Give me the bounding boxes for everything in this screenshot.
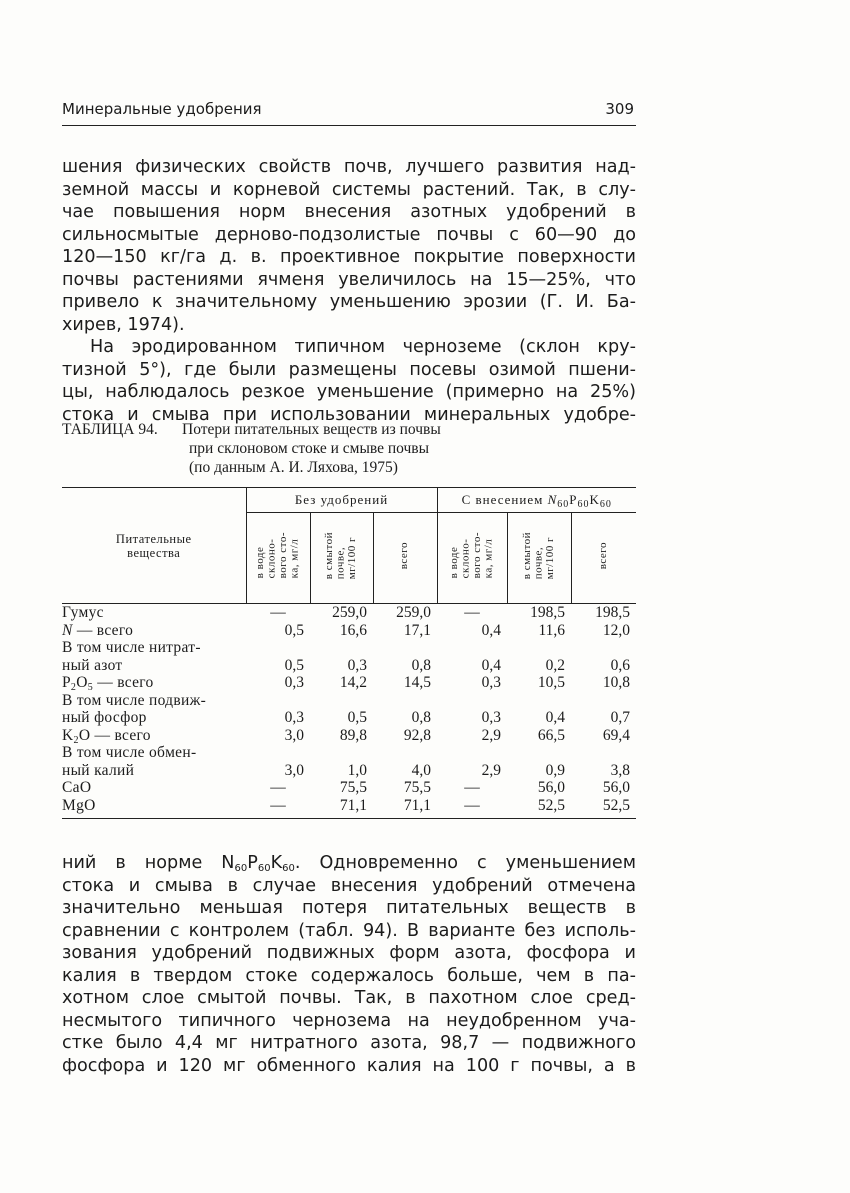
table-cell: 0,4 — [481, 621, 501, 639]
text-line: значительно меньшая потеря питательных веществ в — [62, 898, 636, 918]
table-cell: 56,0 — [537, 779, 565, 796]
row-label: ный фосфор — [62, 709, 147, 726]
row-label: В том числе подвиж- — [62, 691, 207, 709]
text-line: чае повышения норм внесения азотных удобрений в — [62, 202, 636, 222]
table-cell: 71,1 — [339, 796, 367, 814]
row-label: ный азот — [62, 656, 123, 674]
table-cell: 14,5 — [403, 674, 431, 691]
subheader-soil: в смытой почве, мг/100 г — [310, 513, 373, 604]
row-label: $P_2O_5$ — всего — [62, 674, 154, 693]
group-header-npk — [437, 488, 636, 513]
header-rule — [62, 125, 636, 126]
text-line — [62, 852, 636, 875]
table-label: ТАБЛИЦА 94. — [62, 421, 158, 438]
table-cell — [507, 692, 571, 710]
table-cell: 2,9 — [481, 726, 501, 744]
table-cell — [310, 744, 373, 762]
table-cell: 0,5 — [284, 656, 304, 674]
text-line: сравнении с контролем (табл. 94). В варианте без исполь- — [62, 920, 636, 941]
text-line: хирев, 1974). — [62, 314, 185, 335]
npk-inline: ний в норме $N_{60}P_{60}K_{60}$. Одновременно с уменьшением — [62, 853, 636, 874]
table-cell — [246, 692, 310, 710]
row-label: В том числе нитрат- — [62, 639, 201, 656]
table-cell: — — [270, 779, 286, 796]
table-caption — [62, 420, 636, 477]
running-header — [62, 98, 636, 122]
row-label: В том числе обмен- — [62, 744, 197, 761]
table-cell — [246, 639, 310, 657]
table-cell: 3,0 — [284, 761, 304, 779]
row-label: CaO — [62, 779, 92, 796]
nutrient-loss-table — [62, 487, 636, 819]
table-cell: 0,4 — [545, 709, 565, 726]
group-header-no-fertilizer: Без удобрений — [246, 488, 437, 513]
caption-line: (по данным А. И. Ляхова, 1975) — [189, 459, 398, 476]
table-row — [62, 604, 636, 622]
row-label: ный калий — [62, 761, 135, 779]
page-number: 309 — [605, 100, 634, 118]
text-line: цы, наблюдалось резкое уменьшение (примерно на 25%) — [62, 382, 636, 402]
caption-line: Потери питательных веществ из почвы — [182, 421, 441, 438]
table-cell: 71,1 — [403, 796, 431, 814]
table-row — [62, 727, 636, 745]
subheader-total: всего — [373, 513, 437, 604]
table-row — [62, 709, 636, 727]
text-line: шения физических свойств почв, лучшего развития над- — [62, 157, 636, 177]
npk-label: С внесением $N_{60}P_{60}K_{60}$ — [461, 492, 612, 510]
text-line: сильносмытые дерново-подзолистые почвы с 60—90 до — [62, 224, 636, 245]
table-cell: 10,8 — [602, 674, 630, 691]
text-line: земной массы и корневой системы растений. Так, в слу- — [62, 179, 636, 200]
table-cell: 2,9 — [481, 761, 501, 779]
table-cell: 0,9 — [545, 761, 565, 779]
table-cell: 3,0 — [284, 726, 304, 744]
table-cell — [571, 639, 636, 657]
table-cell — [310, 692, 373, 710]
table-cell — [310, 639, 373, 657]
table-cell — [437, 692, 507, 710]
table-cell: 0,6 — [610, 656, 630, 674]
table-cell: 4,0 — [411, 761, 431, 779]
text-line: калия в твердом стоке содержалось больше, чем в па- — [62, 965, 636, 986]
table-cell — [507, 639, 571, 657]
text-line: стока и смыва при использовании минеральных удобре- — [62, 404, 636, 425]
text-line: стока и смыва в случае внесения удобрений отмечена — [62, 875, 636, 896]
subheader-total: всего — [571, 513, 636, 604]
table-row — [62, 657, 636, 675]
row-label: MgO — [62, 796, 96, 814]
caption-line: при склоновом стоке и смыве почвы — [189, 440, 430, 457]
table-cell: 3,8 — [610, 761, 630, 779]
table-cell: 66,5 — [537, 726, 565, 744]
table-cell — [571, 744, 636, 762]
paragraph-continued — [62, 156, 636, 426]
table-cell: 259,0 — [396, 604, 431, 621]
subheader-water: в воде склоно- вого сто- ка, мг/л — [437, 513, 507, 604]
text-line: стке было 4,4 мг нитратного азота, 98,7 — подвижного — [62, 1033, 636, 1053]
table-cell: 89,8 — [339, 726, 367, 744]
table-cell: 198,5 — [530, 604, 565, 621]
subheader-water: в воде склоно- вого сто- ка, мг/л — [246, 513, 310, 604]
table-row — [62, 692, 636, 710]
subheader-soil: в смытой почве, мг/100 г — [507, 513, 571, 604]
table-cell: 0,8 — [411, 656, 431, 674]
table-cell — [246, 744, 310, 762]
table-cell: 75,5 — [339, 779, 367, 796]
table-cell — [571, 692, 636, 710]
table-cell: 259,0 — [332, 604, 367, 621]
table-cell: 52,5 — [602, 796, 630, 814]
table-cell: 0,4 — [481, 656, 501, 674]
table-cell: 1,0 — [347, 761, 367, 779]
table-cell: — — [270, 796, 286, 814]
text-line: На эродированном типичном черноземе (склон кру- — [90, 337, 636, 357]
paragraph-after-table — [62, 852, 636, 1077]
text-line: почвы растениями ячменя увеличилось на 15—25%, что — [62, 269, 636, 290]
row-label: $K_2O$ — всего — [62, 726, 151, 746]
table-cell: — — [270, 604, 286, 621]
running-title: Минеральные удобрения — [62, 100, 262, 118]
table-row — [62, 639, 636, 657]
table-cell: 0,5 — [347, 709, 367, 726]
table-cell: — — [464, 604, 480, 621]
table-cell: 0,2 — [545, 656, 565, 674]
table-cell: 56,0 — [602, 779, 630, 796]
text-line: фосфора и 120 мг обменного калия на 100 г почвы, а в — [62, 1055, 636, 1076]
text-line: несмытого типичного чернозема на неудобренном уча- — [62, 1010, 636, 1031]
table-cell: 16,6 — [339, 621, 367, 639]
table-cell — [507, 744, 571, 762]
table-cell: 11,6 — [538, 621, 565, 639]
table-cell: 0,3 — [347, 656, 367, 674]
table-cell: 0,5 — [284, 621, 304, 639]
row-label: Гумус — [62, 604, 104, 621]
table-cell: 10,5 — [537, 674, 565, 691]
text-line: привело к значительному уменьшению эрозии (Г. И. Ба- — [62, 292, 636, 312]
table-cell: — — [464, 796, 480, 814]
table-cell — [373, 639, 437, 657]
text-line: тизной 5°), где были размещены посевы озимой пшени- — [62, 359, 636, 380]
text-line: хотном слое смытой почвы. Так, в пахотном слое сред- — [62, 988, 636, 1008]
table-cell: 14,2 — [339, 674, 367, 691]
table-body — [62, 604, 636, 819]
table-cell — [437, 639, 507, 657]
table-row — [62, 674, 636, 692]
table-row — [62, 622, 636, 640]
table-cell — [437, 744, 507, 762]
row-label: N — всего — [62, 621, 134, 639]
table-cell: 75,5 — [403, 779, 431, 796]
table-cell: — — [464, 779, 480, 796]
table-row — [62, 744, 636, 762]
column-header-nutrients: Питательные вещества — [62, 488, 246, 604]
table-cell: 0,8 — [411, 709, 431, 726]
table-cell: 198,5 — [595, 604, 630, 621]
table-cell: 0,3 — [481, 674, 501, 691]
text-line: зования удобрений подвижных форм азота, фосфора и — [62, 943, 636, 963]
text-line: 120—150 кг/га д. в. проективное покрытие поверхности — [62, 247, 636, 267]
table-cell: 69,4 — [602, 726, 630, 744]
table-cell: 0,3 — [481, 709, 501, 726]
table-row — [62, 779, 636, 797]
table-cell — [373, 692, 437, 710]
table-cell: 0,7 — [610, 709, 630, 726]
table-end-rule — [62, 814, 636, 819]
table-cell: 0,3 — [284, 709, 304, 726]
table-row — [62, 797, 636, 815]
table-cell: 52,5 — [537, 796, 565, 814]
table-cell — [373, 744, 437, 762]
table-cell: 12,0 — [602, 621, 630, 639]
table-row — [62, 762, 636, 780]
table-cell: 0,3 — [284, 674, 304, 691]
table-cell: 92,8 — [403, 726, 431, 744]
table-cell: 17,1 — [403, 621, 431, 639]
